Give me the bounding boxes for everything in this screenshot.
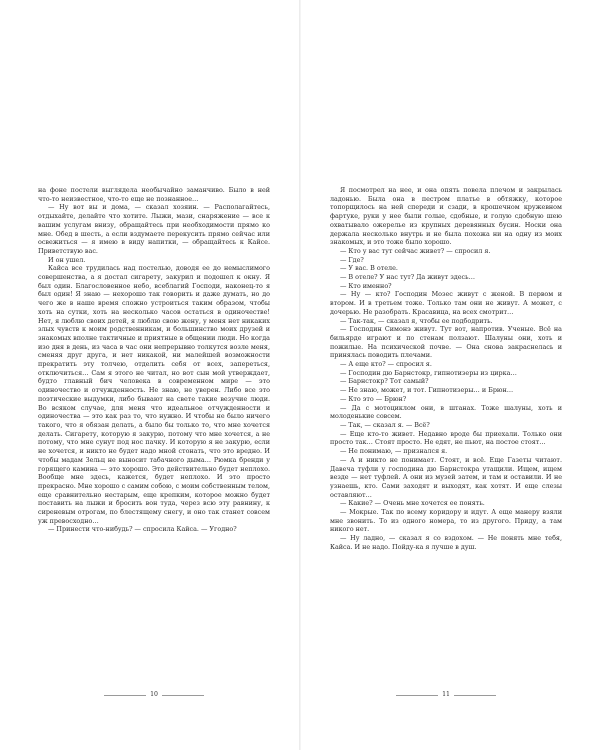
paragraph: — Не знаю, может, и тот. Гипнотизеры… и Брюн… (340, 386, 514, 395)
paragraph: — В отеле? У нас тут? Да живут здесь… (340, 273, 475, 282)
left-page-folio (104, 690, 204, 700)
paragraph: — Ну вот вы и дома, — сказал хозяин. — Располагайтесь, отдыхайте, делайте что хотите. Лыжи, мази, снаряжение — все к вашим услугам внизу, обращайтесь при необходимости прямо ко мне. Обед в шесть, а если вздумаете перекусить прямо сейчас или освежиться — я имею в виду напитки, — обращайтесь к Кайсе. Приветствую вас. (38, 203, 270, 255)
paragraph: — Ну ладно, — сказал я со вздохом. — Не понять мне тебя, Кайса. И не надо. Пойду-ка я лучше в душ. (330, 534, 562, 551)
paragraph: И он ушел. (48, 255, 86, 264)
left-page-text (38, 186, 270, 534)
paragraph: — А еще кто? — спросил я. (340, 360, 432, 369)
paragraph: — Господин дю Барнстокр, гипнотизеры из цирка… (340, 368, 517, 377)
paragraph: — Какие? — Очень мне хочется ее понять. (340, 499, 485, 508)
paragraph: — Принести что-нибудь? — спросила Кайса. — Угодно? (48, 525, 237, 534)
paragraph: — Где? (340, 255, 364, 264)
left-page (38, 186, 270, 534)
folio-rule (104, 695, 146, 696)
paragraph: — Мокрые. Так по всему коридору и идут. А еще манеру взяли мне звонить. То из одного номера, то из другого. Приду, а там никого нет. (330, 508, 562, 534)
paragraph: — Кто именно? (340, 281, 392, 290)
paragraph: — Не понимаю, — признался я. (340, 447, 448, 456)
paragraph: — Еще кто-то живет. Недавно вроде бы приехали. Только они просто так… Стоят просто. Не едят, не пьют, на постое стоят… (330, 429, 562, 447)
paragraph: — Так-так, — сказал я, чтобы ее подбодрить. (340, 316, 493, 325)
page-number: 10 (150, 691, 158, 698)
right-page (330, 186, 562, 552)
right-page-text (330, 186, 562, 552)
paragraph: — Да с мотоциклом они, в штанах. Тоже шалуны, хоть и молоденькие совсем. (330, 403, 562, 421)
paragraph: — Барнстокр? Тот самый? (340, 377, 429, 386)
paragraph: на фоне постели выглядела необычайно заманчиво. Было в ней что-то неизвестное, что-то еще не познанное… (38, 186, 270, 203)
paragraph: — Господин Симонэ живут. Тут вот, напротив. Ученые. Всё на бильярде играют и по стенам ползают. Шалуны они, хоть и пожилые. На психической почве. — Она снова закраснелась и принялась поводить плечами. (330, 325, 562, 360)
folio-rule (454, 695, 496, 696)
paragraph: — Ну — кто? Господин Мозес живут с женой. В первом и втором. И в третьем тоже. Только там они не живут. А может, с дочерью. Не разобрать. Красавица, на всех смотрит… (330, 290, 562, 316)
paragraph: Я посмотрел на нее, и она опять повела плечом и закрылась ладонью. Была она в пестром платье в обтяжку, которое топорщилось на ней спереди и сзади, в крошечном кружевном фартуке, руки у нее были голые, сдобные, и голую сдобную шею охватывало ожерелье из крупных деревянных бусин. Носки она держала несколько внутрь и не была похожа ни на одну из моих знакомых, и это тоже было хорошо. (330, 186, 562, 247)
paragraph: — А и никто не понимает. Стоят, и всё. Еще Газеты читают. Давеча туфли у господина дю Барнстокра утащили. Ищем, ищем везде — нет туфлей. А они из музей затем, и там и оставили. И не узнаешь, кто. Сами заходят и выходят, как хотят. И еще слезы оставляют… (330, 455, 562, 499)
paragraph: — Кто у вас тут сейчас живет? — спросил я. (340, 246, 491, 255)
paragraph: Кайса все трудилась над постелью, доводя ее до немыслимого совершенства, а я достал сигарету, закурил и подошел к окну. Я был один. Благословенное небо, всеблагий Господи, наконец-то я был один! Я знаю — нехорошо так говорить и даже думать, но до чего же в наше время сложно устроиться таким образом, чтобы хоть на сутки, хоть на несколько часов остаться в одиночестве! Нет, я люблю своих детей, я люблю свою жену, у меня нет никаких злых чувств к моим родственникам, и большинство моих друзей и знакомых вполне тактичные и приятные в общении люди. Но когда изо дня в день, из часа в час они непрерывно толкутся возле меня, сменяя друг друга, и нет никакой, ни малейшей возможности прекратить эту толчею, отделить себя от всех, запереться, отключиться… Сам я этого не читал, но вот сын мой утверждает, будто главный бич человека в современном мире — это одиночество и отчужденность. Не знаю, не уверен. Либо все это поэтические выдумки, либо бывают на свете такие везучие люди. Во всяком случае, для меня что идеальное отчужденности и одиночества — это как раз то, что нужно. И чтобы не было ничего такого, что я обязан делать, а было бы только то, что мне хочется делать. Сигарету, которую я закурю, потому что мне хочется, а не потому, что мне сунут под нос пачку. И которую я не закурю, если не хочется, и никто не будет надо мной стонать, что это вредно. И чтобы мадам Зельц не выносит табачного дыма… Рюмка бренди у горящего камина — это хорошо. Это действительно будет неплохо. Вообще мне здесь, кажется, будет неплохо. И это просто прекрасно. Мне хорошо с самим собою, с моим собственным телом, еще сравнительно нестарым, еще крепким, которое можно будет поставить на лыжи и бросить вон туда, через всю эту равнину, к сиреневым отрогам, по блестящему снегу, и оно так станет совсем уж превосходно… (38, 264, 270, 525)
folio-rule (162, 695, 204, 696)
paragraph: — У вас. В отеле. (340, 264, 398, 273)
book-gutter (299, 0, 301, 750)
page-number: 11 (442, 691, 450, 698)
paragraph: — Кто это — Брюн? (340, 394, 407, 403)
paragraph: — Так, — сказал я. — Всё? (340, 420, 430, 429)
folio-rule (396, 695, 438, 696)
right-page-folio (396, 690, 496, 700)
